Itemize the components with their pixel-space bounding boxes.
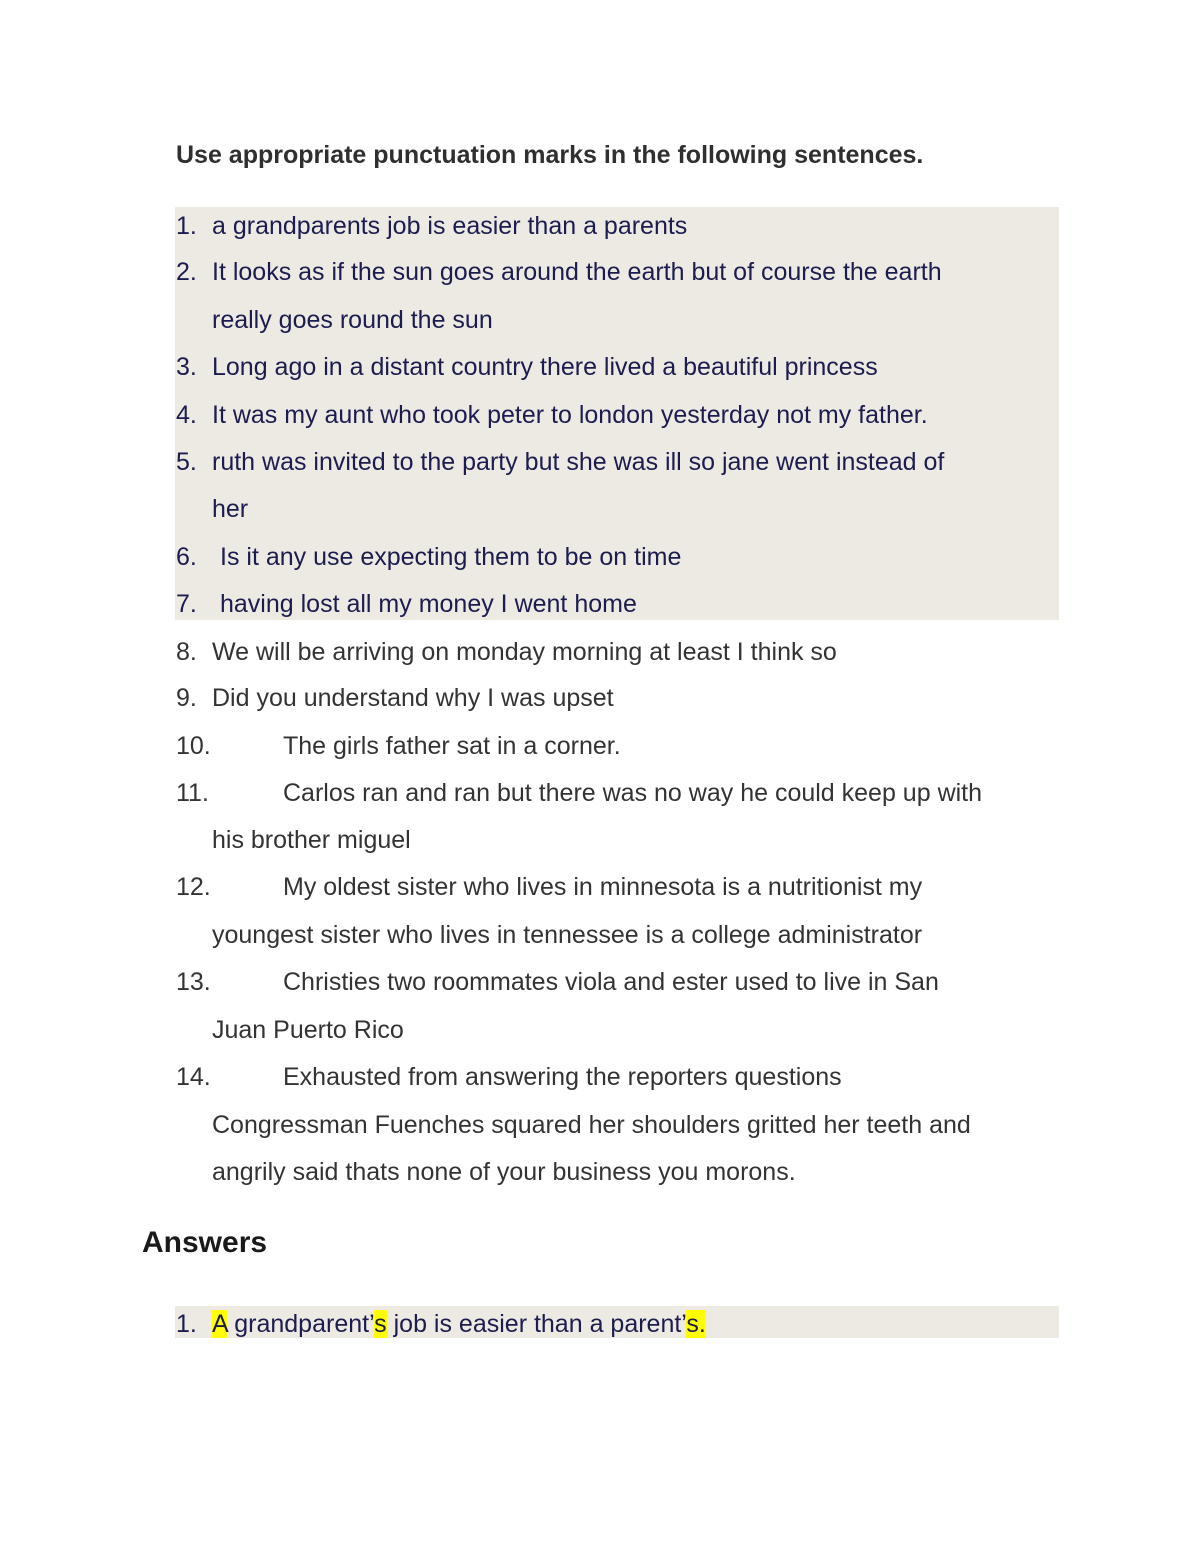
question-text: The girls father sat in a corner. (283, 732, 621, 760)
question-text-continued: Juan Puerto Rico (212, 1016, 404, 1044)
question-text: having lost all my money I went home (220, 590, 637, 618)
question-text: We will be arriving on monday morning at least I think so (212, 638, 837, 666)
answer-text (212, 1309, 706, 1339)
question-text-continued: angrily said thats none of your business you morons. (212, 1158, 796, 1186)
question-text: a grandparents job is easier than a parents (212, 212, 688, 240)
highlighted-correction: s (374, 1310, 387, 1338)
question-number: 10. (176, 732, 211, 760)
question-number: 14. (176, 1063, 211, 1091)
question-text-continued: her (212, 495, 249, 523)
question-number: 9. (176, 684, 197, 712)
answer-text-segment: grandparent’ (227, 1310, 375, 1338)
answers-heading: Answers (142, 1226, 268, 1259)
question-text: Long ago in a distant country there lived a beautiful princess (212, 353, 878, 381)
question-text-continued: youngest sister who lives in tennessee is a college administrator (212, 921, 923, 949)
question-text: Christies two roommates viola and ester used to live in San (283, 968, 939, 996)
question-number: 2. (176, 258, 197, 286)
highlighted-correction: A (212, 1310, 228, 1338)
question-number: 1. (176, 212, 197, 240)
instruction-heading: Use appropriate punctuation marks in the following sentences. (176, 141, 924, 169)
question-text: Did you understand why I was upset (212, 684, 614, 712)
question-number: 4. (176, 401, 197, 429)
question-text: It looks as if the sun goes around the earth but of course the earth (212, 258, 942, 286)
question-number: 8. (176, 638, 197, 666)
question-text: My oldest sister who lives in minnesota is a nutritionist my (283, 873, 923, 901)
question-number: 7. (176, 590, 197, 618)
answer-number: 1. (176, 1310, 197, 1338)
question-text-continued: his brother miguel (212, 826, 411, 854)
question-text: Exhausted from answering the reporters questions (283, 1063, 842, 1091)
highlighted-correction: s. (686, 1310, 706, 1338)
question-number: 11. (176, 779, 209, 807)
question-number: 5. (176, 448, 197, 476)
answer-text-segment: job is easier than a parent’ (386, 1310, 687, 1338)
question-text: Carlos ran and ran but there was no way he could keep up with (283, 779, 983, 807)
question-text-continued: really goes round the sun (212, 306, 493, 334)
question-text-continued: Congressman Fuenches squared her shoulders gritted her teeth and (212, 1111, 971, 1139)
question-text: Is it any use expecting them to be on time (220, 543, 682, 571)
question-text: It was my aunt who took peter to london yesterday not my father. (212, 401, 928, 429)
question-text: ruth was invited to the party but she was ill so jane went instead of (212, 448, 945, 476)
question-number: 13. (176, 968, 211, 996)
question-number: 12. (176, 873, 211, 901)
question-number: 6. (176, 543, 197, 571)
question-number: 3. (176, 353, 197, 381)
